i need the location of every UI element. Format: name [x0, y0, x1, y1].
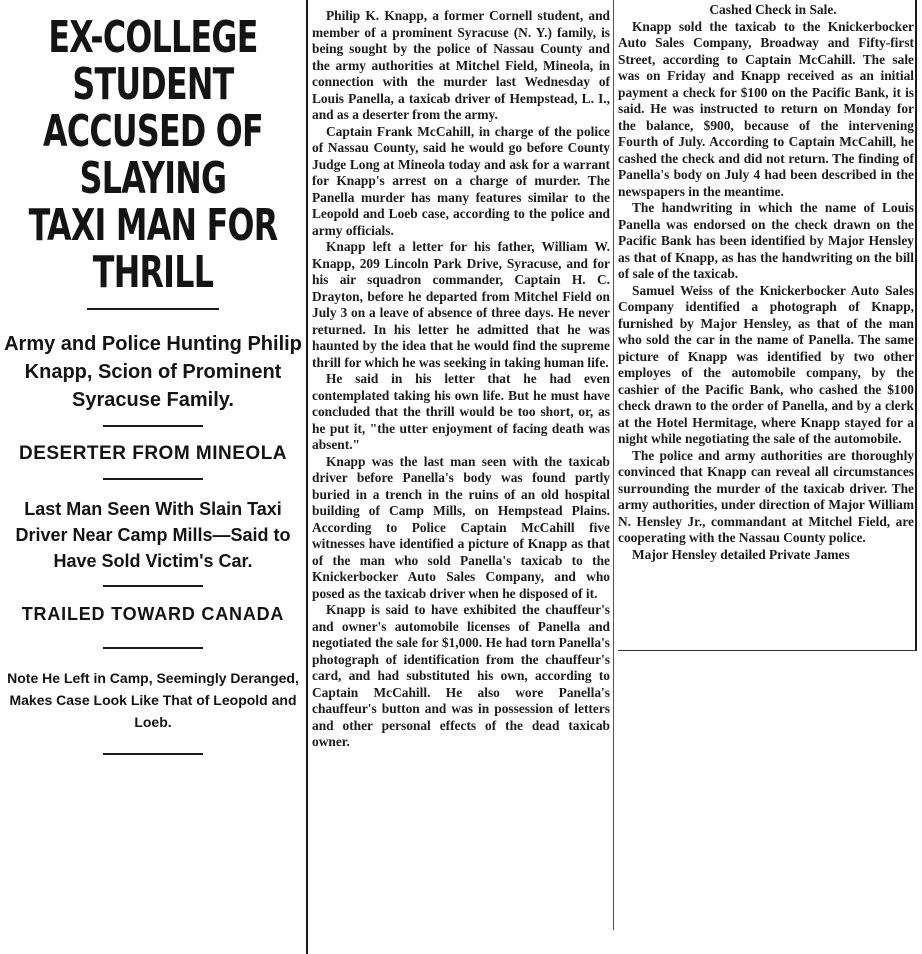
article-paragraph: The handwriting in which the name of Louis Panella was endorsed on the check drawn on the Pacific Bank has been identified by Major Hensley as that of Knapp, as has the handwriting on the bill of sale of the taxicab.	[618, 200, 914, 281]
column-rule	[613, 0, 614, 930]
article-paragraph: Captain Frank McCahill, in charge of the police of Nassau County, said he would go before County Judge Long at Mineola today and ask for a warrant for Knapp's arrest on a charge of murder. The Panella murder has many features similar to the Leopold and Loeb case, according to the police and army officials.	[312, 123, 610, 238]
deck-2: DESERTER FROM MINEOLA	[18, 443, 288, 464]
main-headline	[5, 14, 302, 296]
deck-3: Last Man Seen With Slain Taxi Driver Near Camp Mills—Said to Have Sold Victim's Car.	[15, 499, 291, 571]
deck-5: Note He Left in Camp, Seemingly Deranged, Makes Case Look Like That of Leopold and Loeb.	[7, 670, 299, 730]
deck-divider	[103, 478, 203, 480]
column-rule	[306, 0, 308, 954]
deck-4: TRAILED TOWARD CANADA	[21, 604, 285, 624]
article-paragraph: He said in his letter that he had even contemplated taking his own life. But he must have concluded that the thrill would be too short, or, as he put it, "the utter enjoyment of facing death was absent."	[312, 371, 610, 452]
headline-line: ACCUSED OF SLAYING	[43, 106, 263, 204]
article-column-3	[618, 2, 914, 563]
section-subhead: Cashed Check in Sale.	[709, 2, 837, 17]
deck-divider	[103, 753, 203, 755]
headline-column	[4, 14, 302, 755]
deck-1: Army and Police Hunting Philip Knapp, Scion of Prominent Syracuse Family.	[4, 333, 302, 411]
column-end-rule	[618, 650, 917, 651]
article-column-2	[312, 8, 610, 751]
article-paragraph: The police and army authorities are thoroughly convinced that Knapp can reveal all circumstances surrounding the murder of the taxicab driver. The army authorities, under direction of Major William N. Hensley Jr., commandant at Mitchel Field, are cooperating with the Nassau County police.	[618, 447, 914, 545]
deck-divider	[103, 647, 203, 649]
article-paragraph: Knapp sold the taxicab to the Knickerbocker Auto Sales Company, Broadway and Fifty-first Street, according to Captain McCahill. The sale was on Friday and Knapp received as an initial payment a check for $100 on the Pacific Bank, it is said. He was instructed to return on Monday for the balance, $900, because of the intervening Fourth of July. According to Captain McCahill, he cashed the check and did not return. The finding of Panella's body on July 4 had been described in the newspapers in the meantime.	[618, 18, 914, 199]
headline-divider	[87, 308, 219, 310]
deck-divider	[103, 425, 203, 427]
article-paragraph: Knapp was the last man seen with the taxicab driver before Panella's body was found partly buried in a trench in the ruins of an old hospital building of Camp Mills, on Hempstead Plains. According to Police Captain McCahill five witnesses have identified a picture of Knapp as that of the man who sold Panella's taxicab to the Knickerbocker Auto Sales Company, and who posed as the taxicab driver when he disposed of it.	[312, 453, 610, 601]
headline-line: EX-COLLEGE STUDENT	[48, 12, 258, 110]
article-paragraph: Knapp is said to have exhibited the chauffeur's and owner's automobile licenses of Panella and negotiated the sale for $1,000. He had torn Panella's photograph of identification from the chauffeur's card, and had substituted his own, according to Captain McCahill. He also wore Panella's chauffeur's button and was in possession of letters and other personal effects of the dead taxicab owner.	[312, 602, 610, 749]
article-paragraph: Knapp left a letter for his father, William W. Knapp, 209 Lincoln Park Drive, Syracuse, and for his air squadron commander, Captain H. C. Drayton, before he departed from Mitchel Field on July 3 on a leave of absence of three days. He never returned. In his letter he admitted that he was haunted by the idea that he would find the supreme thrill for which he was seeking in taking human life.	[312, 239, 610, 370]
article-paragraph: Philip K. Knapp, a former Cornell student, and member of a prominent Syracuse (N. Y.) family, is being sought by the police of Nassau County and the army authorities at Mitchel Field, Mineola, in connection with the murder last Wednesday of Louis Panella, a taxicab driver of Hempstead, L. I., and as a deserter from the army.	[312, 8, 610, 122]
deck-divider	[103, 585, 203, 587]
headline-line: TAXI MAN FOR THRILL	[28, 200, 278, 298]
article-paragraph: Major Hensley detailed Private James	[632, 546, 850, 562]
column-rule	[915, 0, 917, 650]
article-paragraph: Samuel Weiss of the Knickerbocker Auto Sales Company identified a photograph of Knapp, furnished by Major Hensley, as that of the man who sold the car in the name of Panella. The same picture of Knapp was identified by two other employes of the automobile company, by the cashier of the Pacific Bank, who cashed the $100 check drawn to the order of Panella, and by a clerk at the Hotel Hermitage, where Knapp stayed for a night while negotiating the sale of the automobile.	[618, 282, 914, 446]
